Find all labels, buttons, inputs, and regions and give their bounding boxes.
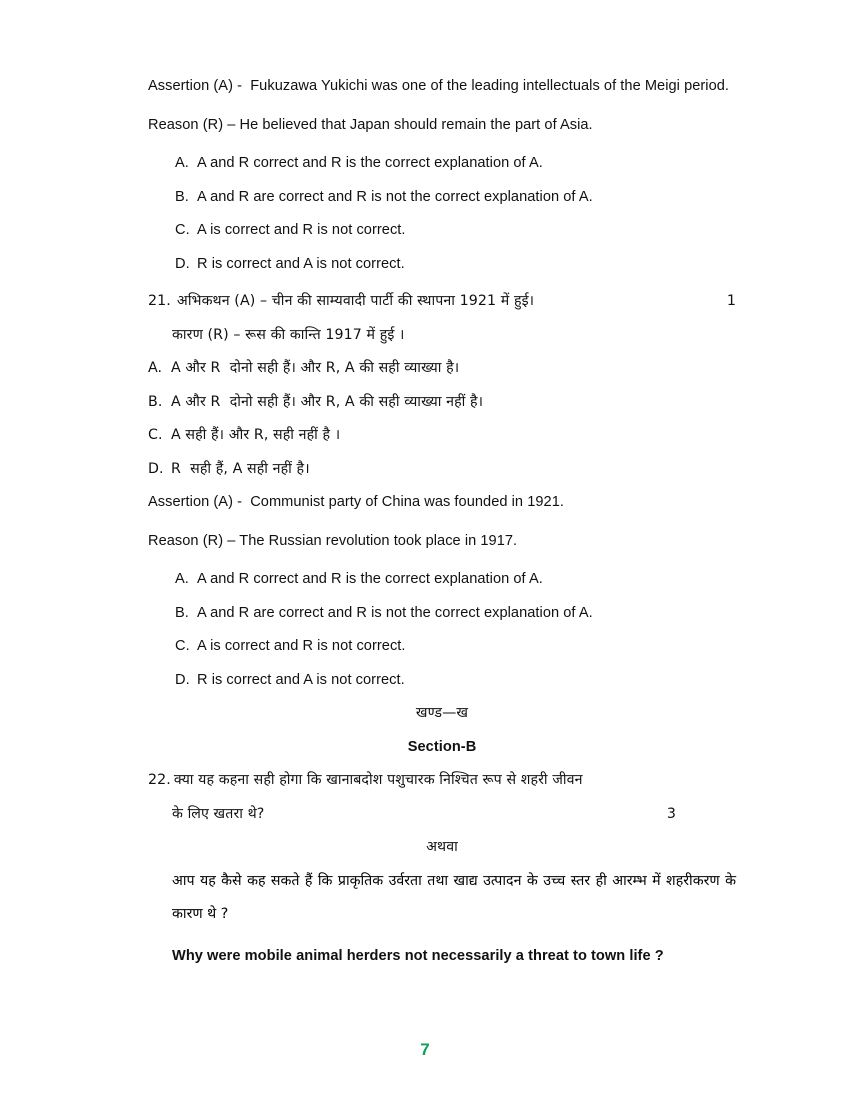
q21-marks: 1 <box>726 293 736 309</box>
option-text: A सही हैं। और R, सही नहीं है । <box>171 427 341 443</box>
q22-hindi-line1: क्या यह कहना सही होगा कि खानाबदोश पशुचारक निश्चित रूप से शहरी जीवन <box>173 772 583 788</box>
option-marker: C. <box>175 222 190 238</box>
q21-reason: Reason (R) – The Russian revolution took place in 1917. <box>148 532 518 549</box>
option-marker: C. <box>175 638 190 654</box>
q20-reason: Reason (R) – He believed that Japan should remain the part of Asia. <box>148 116 593 133</box>
q22-or-label: अथवा <box>426 839 458 855</box>
option-marker: D. <box>148 460 164 477</box>
option-text: A and R correct and R is the correct explanation of A. <box>197 571 543 587</box>
section-b-english-title: Section-B <box>407 738 477 755</box>
option-marker: A. <box>148 360 163 376</box>
q21-number: 21. <box>148 293 171 309</box>
option-row <box>175 597 736 631</box>
q22-number: 22. <box>148 772 171 788</box>
section-b-hindi-title: खण्ड—ख <box>415 705 469 721</box>
option-row <box>148 453 736 487</box>
page-number: 7 <box>420 1040 430 1059</box>
q22-marks: 3 <box>666 805 676 822</box>
option-marker: D. <box>175 671 190 688</box>
option-row <box>175 664 736 698</box>
option-row <box>175 181 736 215</box>
option-row <box>175 563 736 597</box>
q20-assertion: Assertion (A) - Fukuzawa Yukichi was one of the leading intellectuals of the Meigi period. <box>148 78 730 94</box>
q21-assertion-row <box>148 285 736 319</box>
q21-options-list <box>148 563 736 697</box>
option-marker: A. <box>175 571 189 587</box>
option-row <box>148 352 736 386</box>
q22-alternate-hindi: आप यह कैसे कह सकते हैं कि प्राकृतिक उर्वरता तथा खाद्य उत्पादन के उच्च स्तर ही आरम्भ में शहरीकरण के कारण थे ? <box>172 872 736 923</box>
q21-hindi-reason: कारण (R) – रूस की कान्ति 1917 में हुई । <box>172 326 405 343</box>
option-marker: C. <box>148 427 163 443</box>
option-marker: B. <box>175 604 189 621</box>
option-marker: B. <box>175 188 189 205</box>
q22-alternate-english: Why were mobile animal herders not necessarily a threat to town life ? <box>172 947 664 964</box>
q22-line1-row <box>148 764 736 798</box>
option-marker: A. <box>175 155 189 171</box>
option-row <box>148 419 736 453</box>
option-text: R सही हैं, A सही नहीं है। <box>171 460 310 477</box>
option-marker: D. <box>175 255 190 272</box>
option-text: R is correct and A is not correct. <box>197 671 405 688</box>
option-row <box>175 147 736 181</box>
option-marker: B. <box>148 393 163 410</box>
option-text: A and R are correct and R is not the correct explanation of A. <box>197 604 593 621</box>
q22-line2-row <box>148 798 736 832</box>
option-text: R is correct and A is not correct. <box>197 255 405 272</box>
q21-hindi-assertion: अभिकथन (A) – चीन की साम्यवादी पार्टी की स्थापना 1921 में हुई। <box>176 293 535 309</box>
q21-hindi-options-list <box>148 352 736 486</box>
q21-assertion: Assertion (A) - Communist party of China was founded in 1921. <box>148 494 564 510</box>
option-text: A और R दोनो सही हैं। और R, A की सही व्याख्या नहीं है। <box>171 393 484 410</box>
option-row <box>175 630 736 664</box>
option-text: A और R दोनो सही हैं। और R, A की सही व्याख्या है। <box>171 360 460 376</box>
q22-hindi-line2: के लिए खतरा थे? <box>172 805 265 822</box>
page-content <box>148 70 736 973</box>
option-row <box>148 386 736 420</box>
q20-options-list <box>148 147 736 281</box>
option-text: A is correct and R is not correct. <box>197 638 406 654</box>
option-row <box>175 248 736 282</box>
option-text: A and R correct and R is the correct explanation of A. <box>197 155 543 171</box>
option-row <box>175 214 736 248</box>
option-text: A and R are correct and R is not the correct explanation of A. <box>197 188 593 205</box>
option-text: A is correct and R is not correct. <box>197 222 406 238</box>
